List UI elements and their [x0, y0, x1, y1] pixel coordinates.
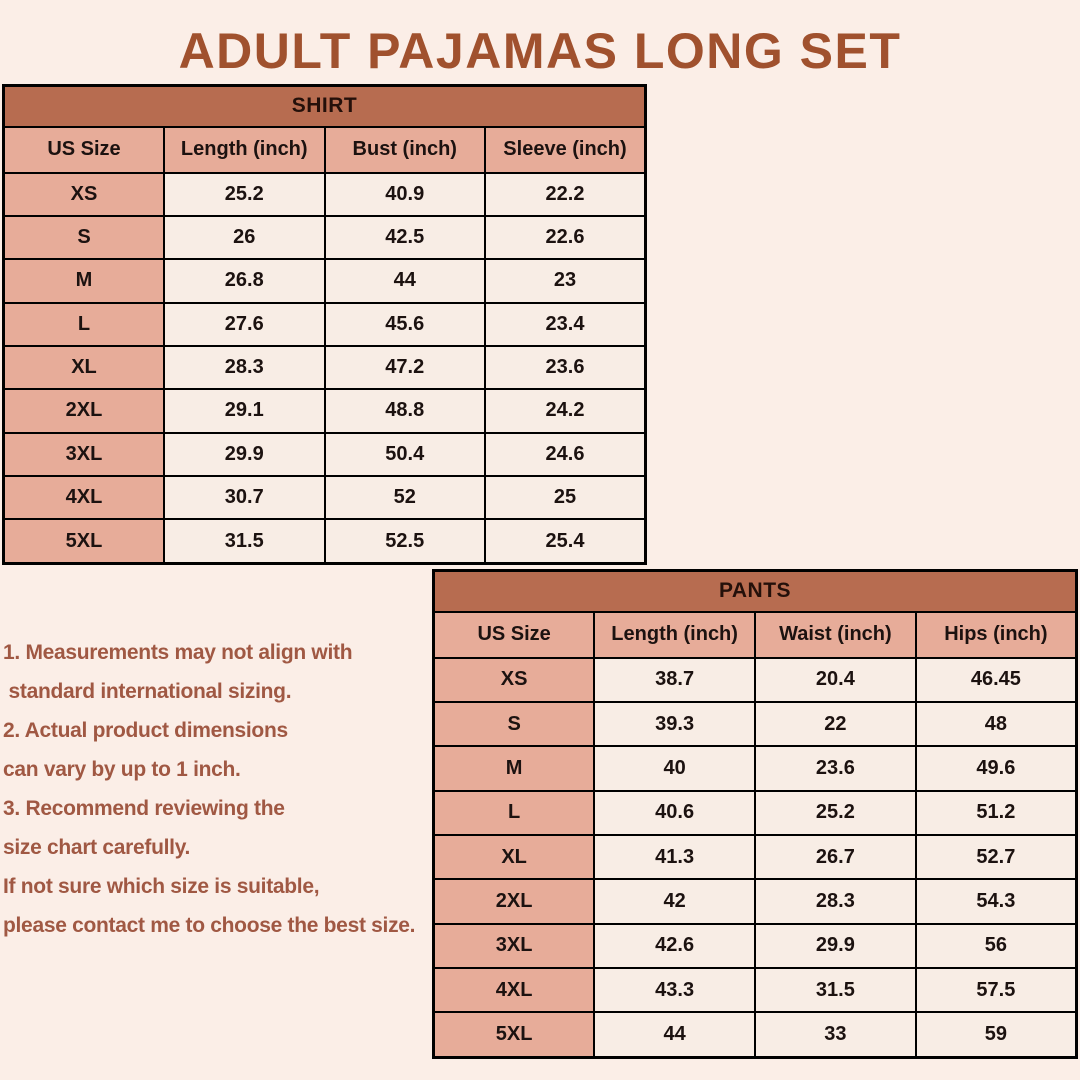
table-header-row — [4, 127, 646, 173]
measurement-cell: 26.8 — [164, 259, 325, 302]
measurement-cell: 52 — [325, 476, 486, 519]
size-label-cell: 2XL — [4, 389, 165, 432]
measurement-cell: 22.2 — [485, 173, 646, 216]
column-header: US Size — [4, 127, 165, 173]
measurement-cell: 26.7 — [755, 835, 916, 879]
table-row — [434, 658, 1077, 702]
table-row — [4, 303, 646, 346]
column-header: Sleeve (inch) — [485, 127, 646, 173]
measurement-cell: 30.7 — [164, 476, 325, 519]
measurement-cell: 28.3 — [755, 879, 916, 923]
size-label-cell: 2XL — [434, 879, 595, 923]
table-title-row — [4, 86, 646, 127]
table-row — [434, 879, 1077, 923]
table-row — [434, 968, 1077, 1012]
measurement-cell: 40.6 — [594, 791, 755, 835]
measurement-cell: 22.6 — [485, 216, 646, 259]
measurement-cell: 20.4 — [755, 658, 916, 702]
size-label-cell: S — [4, 216, 165, 259]
table-title-row — [434, 571, 1077, 612]
measurement-cell: 22 — [755, 702, 916, 746]
measurement-cell: 56 — [916, 924, 1077, 968]
measurement-cell: 26 — [164, 216, 325, 259]
measurement-cell: 23.6 — [755, 746, 916, 790]
note-line: please contact me to choose the best size. — [3, 914, 416, 937]
note-line: 2. Actual product dimensions — [3, 719, 288, 742]
table-row — [4, 389, 646, 432]
table-row — [434, 702, 1077, 746]
table-row — [4, 476, 646, 519]
measurement-cell: 29.1 — [164, 389, 325, 432]
size-label-cell: 3XL — [4, 433, 165, 476]
measurement-cell: 42.5 — [325, 216, 486, 259]
measurement-cell: 25.4 — [485, 519, 646, 563]
table-row — [4, 346, 646, 389]
size-label-cell: M — [4, 259, 165, 302]
table-title: SHIRT — [4, 86, 646, 127]
table-row — [434, 924, 1077, 968]
note-line: can vary by up to 1 inch. — [3, 758, 241, 781]
measurement-cell: 57.5 — [916, 968, 1077, 1012]
measurement-cell: 39.3 — [594, 702, 755, 746]
measurement-cell: 40.9 — [325, 173, 486, 216]
size-label-cell: 4XL — [434, 968, 595, 1012]
column-header: Waist (inch) — [755, 612, 916, 658]
table-row — [4, 259, 646, 302]
column-header: Length (inch) — [594, 612, 755, 658]
measurement-cell: 50.4 — [325, 433, 486, 476]
table-row — [434, 1012, 1077, 1057]
size-label-cell: 5XL — [434, 1012, 595, 1057]
note-line: If not sure which size is suitable, — [3, 875, 320, 898]
measurement-cell: 23.6 — [485, 346, 646, 389]
measurement-cell: 40 — [594, 746, 755, 790]
measurement-cell: 29.9 — [164, 433, 325, 476]
column-header: Hips (inch) — [916, 612, 1077, 658]
measurement-cell: 28.3 — [164, 346, 325, 389]
size-label-cell: S — [434, 702, 595, 746]
measurement-cell: 52.7 — [916, 835, 1077, 879]
measurement-cell: 42.6 — [594, 924, 755, 968]
measurement-cell: 29.9 — [755, 924, 916, 968]
note-line: size chart carefully. — [3, 836, 191, 859]
column-header: Length (inch) — [164, 127, 325, 173]
size-label-cell: 5XL — [4, 519, 165, 563]
column-header: Bust (inch) — [325, 127, 486, 173]
measurement-cell: 43.3 — [594, 968, 755, 1012]
measurement-cell: 25.2 — [164, 173, 325, 216]
column-header: US Size — [434, 612, 595, 658]
measurement-cell: 27.6 — [164, 303, 325, 346]
size-label-cell: 4XL — [4, 476, 165, 519]
measurement-cell: 44 — [325, 259, 486, 302]
measurement-cell: 54.3 — [916, 879, 1077, 923]
size-label-cell: M — [434, 746, 595, 790]
size-label-cell: 3XL — [434, 924, 595, 968]
measurement-cell: 25 — [485, 476, 646, 519]
table-row — [434, 835, 1077, 879]
measurement-cell: 23 — [485, 259, 646, 302]
measurement-cell: 48.8 — [325, 389, 486, 432]
measurement-cell: 23.4 — [485, 303, 646, 346]
measurement-cell: 46.45 — [916, 658, 1077, 702]
measurement-cell: 24.2 — [485, 389, 646, 432]
table-row — [434, 746, 1077, 790]
measurement-cell: 41.3 — [594, 835, 755, 879]
measurement-cell: 59 — [916, 1012, 1077, 1057]
measurement-cell: 38.7 — [594, 658, 755, 702]
note-line: 3. Recommend reviewing the — [3, 797, 285, 820]
size-label-cell: XL — [434, 835, 595, 879]
size-label-cell: XS — [4, 173, 165, 216]
measurement-cell: 51.2 — [916, 791, 1077, 835]
size-label-cell: L — [434, 791, 595, 835]
table-row — [4, 173, 646, 216]
table-row — [434, 791, 1077, 835]
measurement-cell: 24.6 — [485, 433, 646, 476]
measurement-cell: 31.5 — [164, 519, 325, 563]
shirt-size-table — [2, 84, 647, 565]
note-line: 1. Measurements may not align with — [3, 641, 353, 664]
table-title: PANTS — [434, 571, 1077, 612]
size-label-cell: XL — [4, 346, 165, 389]
measurement-cell: 44 — [594, 1012, 755, 1057]
table-row — [4, 433, 646, 476]
measurement-cell: 52.5 — [325, 519, 486, 563]
measurement-cell: 33 — [755, 1012, 916, 1057]
measurement-cell: 47.2 — [325, 346, 486, 389]
table-row — [4, 519, 646, 563]
page-title: ADULT PAJAMAS LONG SET — [178, 23, 902, 79]
measurement-cell: 45.6 — [325, 303, 486, 346]
measurement-cell: 25.2 — [755, 791, 916, 835]
pants-size-table — [432, 569, 1078, 1059]
size-label-cell: L — [4, 303, 165, 346]
sizing-notes — [3, 633, 448, 945]
measurement-cell: 49.6 — [916, 746, 1077, 790]
table-header-row — [434, 612, 1077, 658]
measurement-cell: 42 — [594, 879, 755, 923]
size-label-cell: XS — [434, 658, 595, 702]
table-row — [4, 216, 646, 259]
measurement-cell: 31.5 — [755, 968, 916, 1012]
note-line: standard international sizing. — [3, 680, 292, 703]
measurement-cell: 48 — [916, 702, 1077, 746]
